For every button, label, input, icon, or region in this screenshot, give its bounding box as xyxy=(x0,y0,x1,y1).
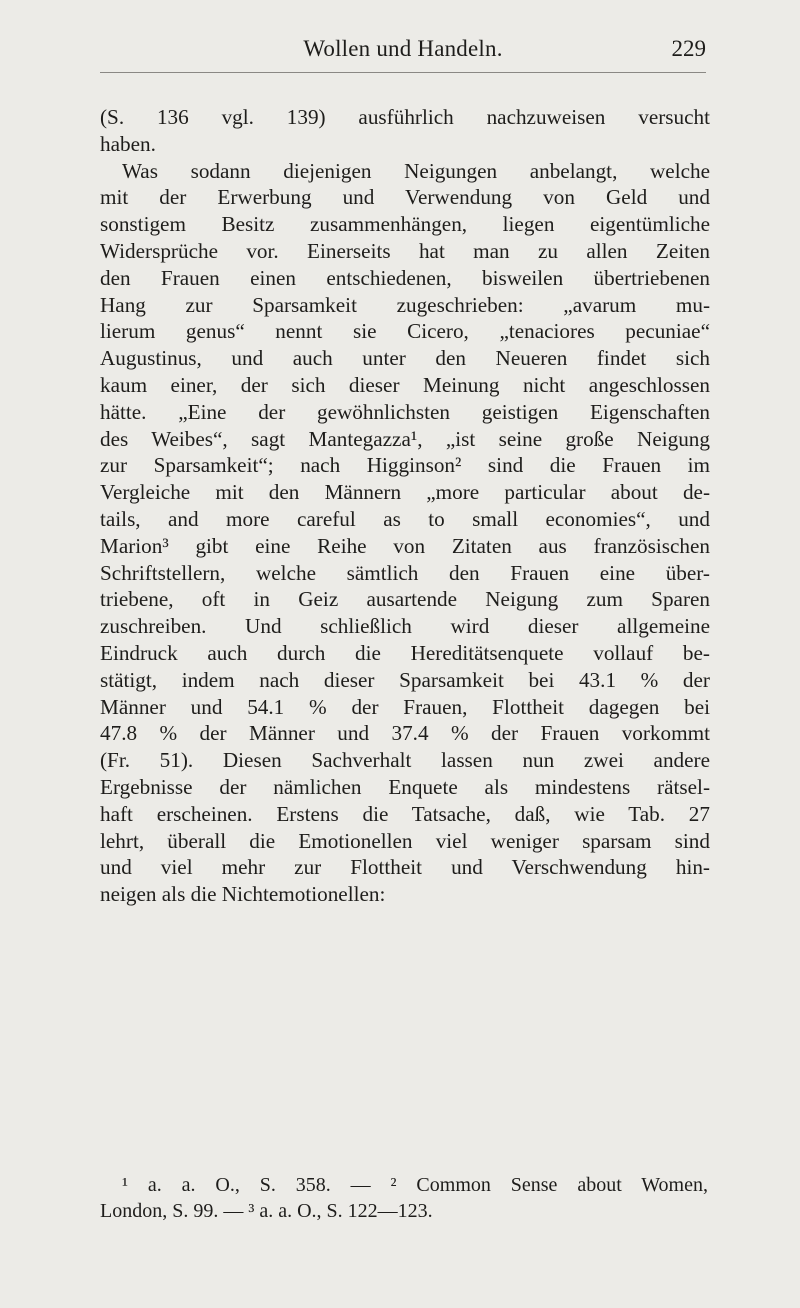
text-line: Augustinus, und auch unter den Neueren findet sich xyxy=(100,346,710,371)
text-line: zuschreiben. Und schließlich wird dieser allgemeine xyxy=(100,614,710,639)
text-line: lierum genus“ nennt sie Cicero, „tenaciores pecuniae“ xyxy=(100,319,710,344)
text-line: Marion³ gibt eine Reihe von Zitaten aus französischen xyxy=(100,533,710,558)
text-line: haft erscheinen. Erstens die Tatsache, daß, wie Tab. 27 xyxy=(100,801,710,826)
page-number: 229 xyxy=(671,36,706,61)
page-header xyxy=(100,30,706,70)
text-line: triebene, oft in Geiz ausartende Neigung zum Sparen xyxy=(100,587,710,612)
text-line: Ergebnisse der nämlichen Enquete als mindestens rätsel- xyxy=(100,774,710,799)
footnotes xyxy=(100,1172,708,1224)
text-line: Männer und 54.1 % der Frauen, Flottheit dagegen bei xyxy=(100,694,710,719)
text-line: tails, and more careful as to small economies“, und xyxy=(100,506,710,531)
body-text xyxy=(100,104,710,908)
text-line: (Fr. 51). Diesen Sachverhalt lassen nun zwei andere xyxy=(100,748,710,773)
text-line: Widersprüche vor. Einerseits hat man zu allen Zeiten xyxy=(100,238,710,263)
text-line: kaum einer, der sich dieser Meinung nicht angeschlossen xyxy=(100,372,710,397)
text-line: (S. 136 vgl. 139) ausführlich nachzuweisen versucht xyxy=(100,105,710,129)
header-rule xyxy=(100,72,706,73)
footnote-line: London, S. 99. — ³ a. a. O., S. 122—123. xyxy=(100,1200,433,1222)
text-line: hätte. „Eine der gewöhnlichsten geistigen Eigenschaften xyxy=(100,399,710,424)
text-line: des Weibes“, sagt Mantegazza¹, „ist seine große Neigung xyxy=(100,426,710,451)
text-line: Vergleiche mit den Männern „more particular about de- xyxy=(100,480,710,505)
text-line: Was sodann diejenigen Neigungen anbelangt, welche xyxy=(122,158,710,183)
text-line: Schriftstellern, welche sämtlich den Frauen eine über- xyxy=(100,560,710,585)
text-line: lehrt, überall die Emotionellen viel weniger sparsam sind xyxy=(100,828,710,853)
text-line: Eindruck auch durch die Hereditätsenquete vollauf be- xyxy=(100,640,710,665)
text-line: haben. xyxy=(100,131,156,156)
text-line: mit der Erwerbung und Verwendung von Geld und xyxy=(100,185,710,210)
text-line: zur Sparsamkeit“; nach Higginson² sind die Frauen im xyxy=(100,453,710,478)
text-line: stätigt, indem nach dieser Sparsamkeit bei 43.1 % der xyxy=(100,667,710,692)
text-line: neigen als die Nichtemotionellen: xyxy=(100,882,386,907)
text-line: Hang zur Sparsamkeit zugeschrieben: „avarum mu- xyxy=(100,292,710,317)
text-line: den Frauen einen entschiedenen, bisweilen übertriebenen xyxy=(100,265,710,290)
running-head: Wollen und Handeln. xyxy=(303,36,503,61)
footnote-line: ¹ a. a. O., S. 358. — ² Common Sense about Women, xyxy=(122,1174,708,1196)
text-line: und viel mehr zur Flottheit und Verschwendung hin- xyxy=(100,855,710,880)
text-line: sonstigem Besitz zusammenhängen, liegen eigentümliche xyxy=(100,212,710,237)
text-line: 47.8 % der Männer und 37.4 % der Frauen vorkommt xyxy=(100,721,710,746)
